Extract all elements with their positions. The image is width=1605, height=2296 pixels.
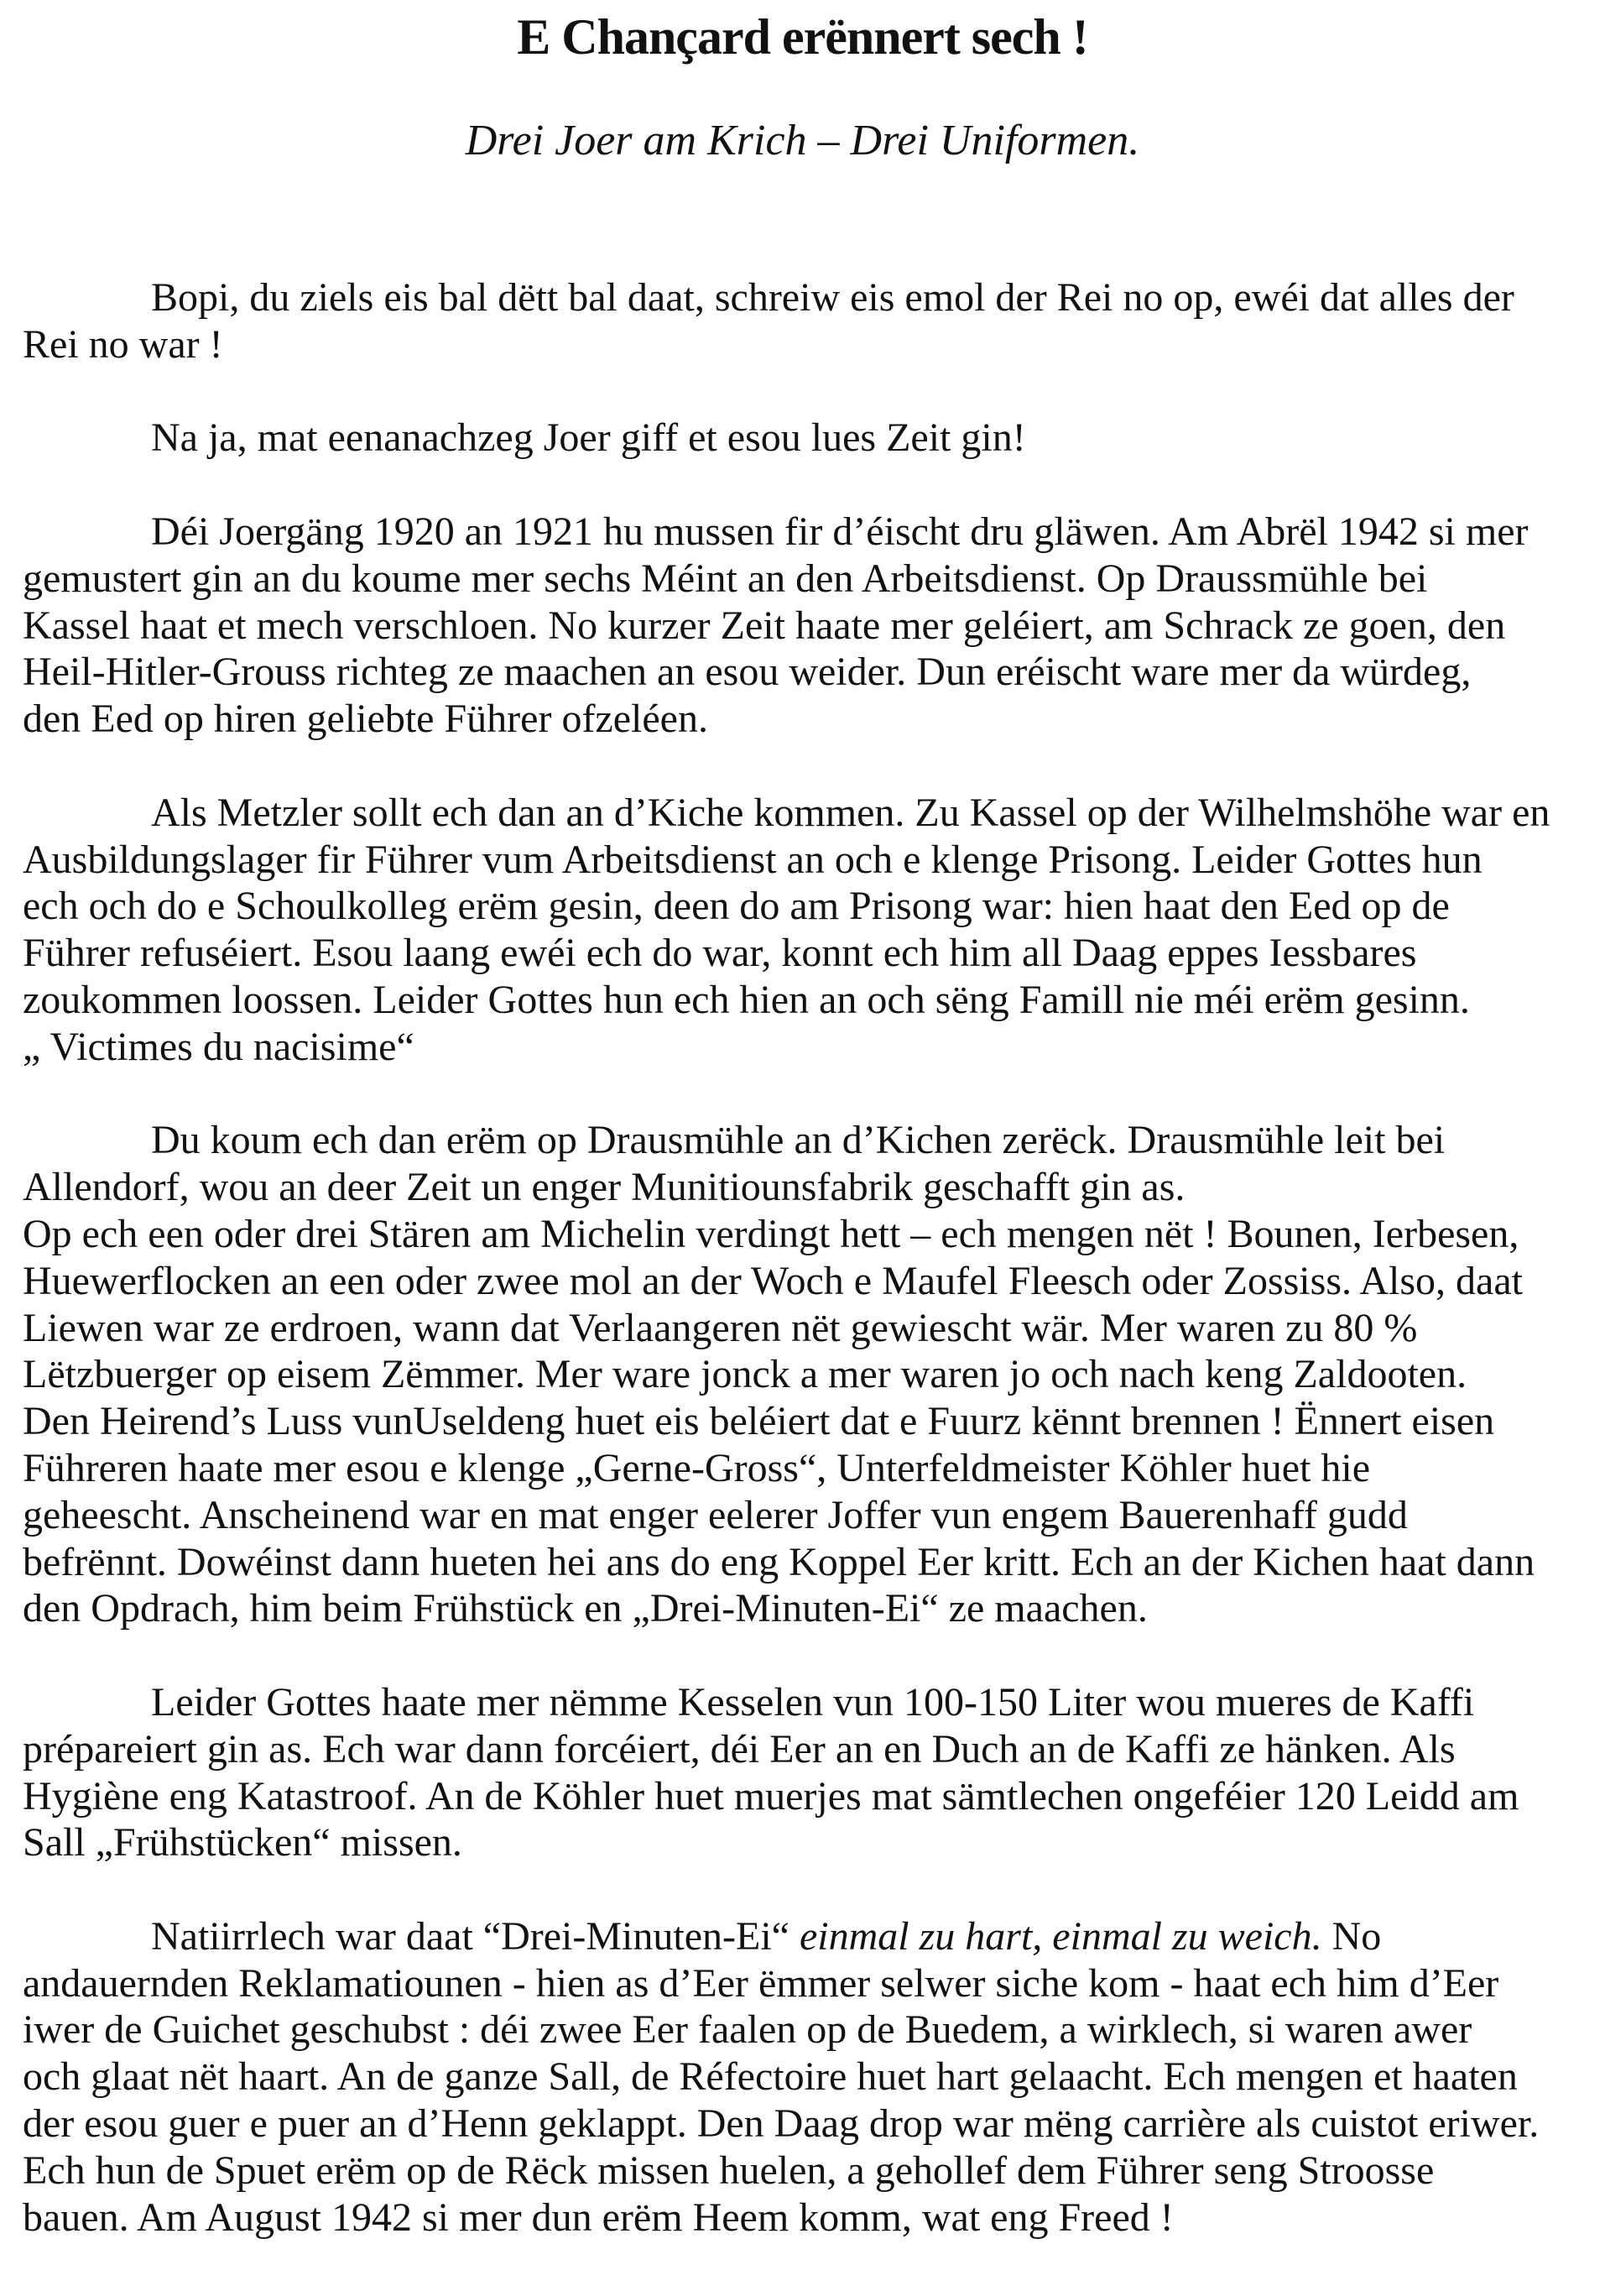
paragraph-line: Kassel haat et mech verschloen. No kurzer Zeit haate mer geléiert, am Schrack ze goen, den	[23, 603, 1506, 648]
paragraph-line: Allendorf, wou an deer Zeit un enger Munitiounsfabrik geschafft gin as.	[23, 1165, 1186, 1210]
paragraph-line: Heil-Hitler-Grouss richteg ze maachen an esou weider. Dun eréischt ware mer da würdeg,	[23, 650, 1472, 695]
paragraph-gap	[23, 1632, 1592, 1679]
paragraph-gap	[23, 1071, 1592, 1118]
paragraph	[23, 415, 1592, 462]
document-subtitle: Drei Joer am Krich – Drei Uniformen.	[465, 117, 1140, 164]
paragraph	[23, 1913, 1592, 2241]
paragraph-line: andauernden Reklamatiounen - hien as d’Eer ëmmer selwer siche kom - haat ech him d’Eer	[23, 1960, 1499, 2006]
paragraph-line: Du koum ech dan erëm op Drausmühle an d’Kichen zerëck. Drausmühle leit bei	[151, 1118, 1446, 1163]
paragraph-line: Rei no war !	[23, 321, 223, 367]
paragraph-line: bauen. Am August 1942 si mer dun erëm Heem komm, wat eng Freed !	[23, 2194, 1174, 2240]
paragraph	[23, 790, 1592, 1071]
paragraph-gap	[23, 368, 1592, 415]
paragraph-line: Op ech een oder drei Stären am Michelin verdingt hett – ech mengen nët ! Bounen, Ierbesen,	[23, 1211, 1519, 1256]
paragraph-line: Führeren haate mer esou e klenge „Gerne-Gross“, Unterfeldmeister Köhler huet hie	[23, 1445, 1371, 1490]
paragraph-line: Leider Gottes haate mer nëmme Kesselen vun 100-150 Liter wou mueres de Kaffi	[151, 1679, 1475, 1725]
paragraph-line: Ausbildungslager fir Führer vum Arbeitsdienst an och e klenge Prisong. Leider Gottes hun	[23, 837, 1483, 882]
paragraph-line: den Opdrach, him beim Frühstück en „Drei-Minuten-Ei“ ze maachen.	[23, 1586, 1148, 1631]
paragraph-line: ech och do e Schoulkolleg erëm gesin, deen do am Prisong war: hien haat den Eed op de	[23, 884, 1450, 929]
paragraph-line: Sall „Frühstücken“ missen.	[23, 1820, 462, 1866]
paragraph-line: Ech hun de Spuet erëm op de Rëck missen huelen, a gehollef dem Führer seng Stroosse	[23, 2147, 1435, 2193]
paragraph-line: och glaat nët haart. An de ganze Sall, de Réfectoire huet hart gelaacht. Ech mengen et haaten	[23, 2054, 1518, 2100]
paragraph	[23, 1679, 1592, 1866]
paragraph-line: Liewen war ze erdroen, wann dat Verlaangeren nët gewiescht wär. Mer waren zu 80 %	[23, 1305, 1418, 1350]
paragraph-line: Als Metzler sollt ech dan an d’Kiche kommen. Zu Kassel op der Wilhelmshöhe war en	[151, 790, 1550, 835]
paragraph-line: Déi Joergäng 1920 an 1921 hu mussen fir d’éischt dru gläwen. Am Abrël 1942 si mer	[151, 509, 1529, 554]
paragraph-line: Lëtzbuerger op eisem Zëmmer. Mer ware jonck a mer waren jo och nach keng Zaldooten.	[23, 1352, 1467, 1397]
paragraph-line: der esou guer e puer an d’Henn geklappt. Den Daag drop war mëng carrière als cuistot eriwer.	[23, 2101, 1540, 2147]
paragraph-line: iwer de Guichet geschubst : déi zwee Eer faalen op de Buedem, a wirklech, si waren awer	[23, 2007, 1472, 2053]
paragraph-gap	[23, 462, 1592, 509]
paragraph	[23, 1117, 1592, 1632]
paragraph-line: Bopi, du ziels eis bal dëtt bal daat, schreiw eis emol der Rei no op, ewéi dat alles der	[151, 275, 1514, 320]
paragraph-line: geheescht. Anscheinend war en mat enger eelerer Joffer vun engem Bauerenhaff gudd	[23, 1492, 1408, 1537]
paragraph-line: den Eed op hiren geliebte Führer ofzeléen.	[23, 697, 708, 742]
paragraph-line: „ Victimes du nacisime“	[23, 1024, 414, 1069]
line-segment: No	[1321, 1913, 1382, 1959]
document-body	[23, 274, 1592, 2241]
paragraph-line: Huewerflocken an een oder zwee mol an der Woch e Maufel Fleesch oder Zossiss. Also, daat	[23, 1258, 1523, 1303]
paragraph-gap	[23, 1866, 1592, 1913]
italic-phrase: einmal zu hart, einmal zu weich.	[799, 1913, 1322, 1959]
paragraph-line: Hygiène eng Katastroof. An de Köhler huet muerjes mat sämtlechen ongeféier 120 Leidd am	[23, 1773, 1519, 1819]
paragraph-line	[23, 1913, 1592, 1960]
paragraph	[23, 274, 1592, 368]
paragraph-line: gemustert gin an du koume mer sechs Méint an den Arbeitsdienst. Op Draussmühle bei	[23, 556, 1428, 601]
document-title: E Chançard erënnert sech !	[517, 9, 1088, 65]
paragraph-line: befrënnt. Dowéinst dann hueten hei ans do eng Koppel Eer kritt. Ech an der Kichen haat dann	[23, 1539, 1535, 1584]
paragraph-line: Na ja, mat eenanachzeg Joer giff et esou lues Zeit gin!	[151, 415, 1026, 461]
paragraph-line: zoukommen loossen. Leider Gottes hun ech hien an och sëng Famill nie méi erëm gesinn.	[23, 977, 1470, 1022]
paragraph-line: prépareiert gin as. Ech war dann forcéiert, déi Eer an en Duch an de Kaffi ze hänken. Als	[23, 1726, 1456, 1772]
line-segment: Natiirrlech war daat “Drei-Minuten-Ei“	[151, 1913, 800, 1959]
paragraph-line: Führer refuséiert. Esou laang ewéi ech do war, konnt ech him all Daag eppes Iessbares	[23, 931, 1417, 976]
paragraph-gap	[23, 743, 1592, 790]
paragraph-line: Den Heirend’s Luss vunUseldeng huet eis beléiert dat e Fuurz kënnt brennen ! Ënnert eisen	[23, 1399, 1495, 1444]
paragraph	[23, 509, 1592, 743]
